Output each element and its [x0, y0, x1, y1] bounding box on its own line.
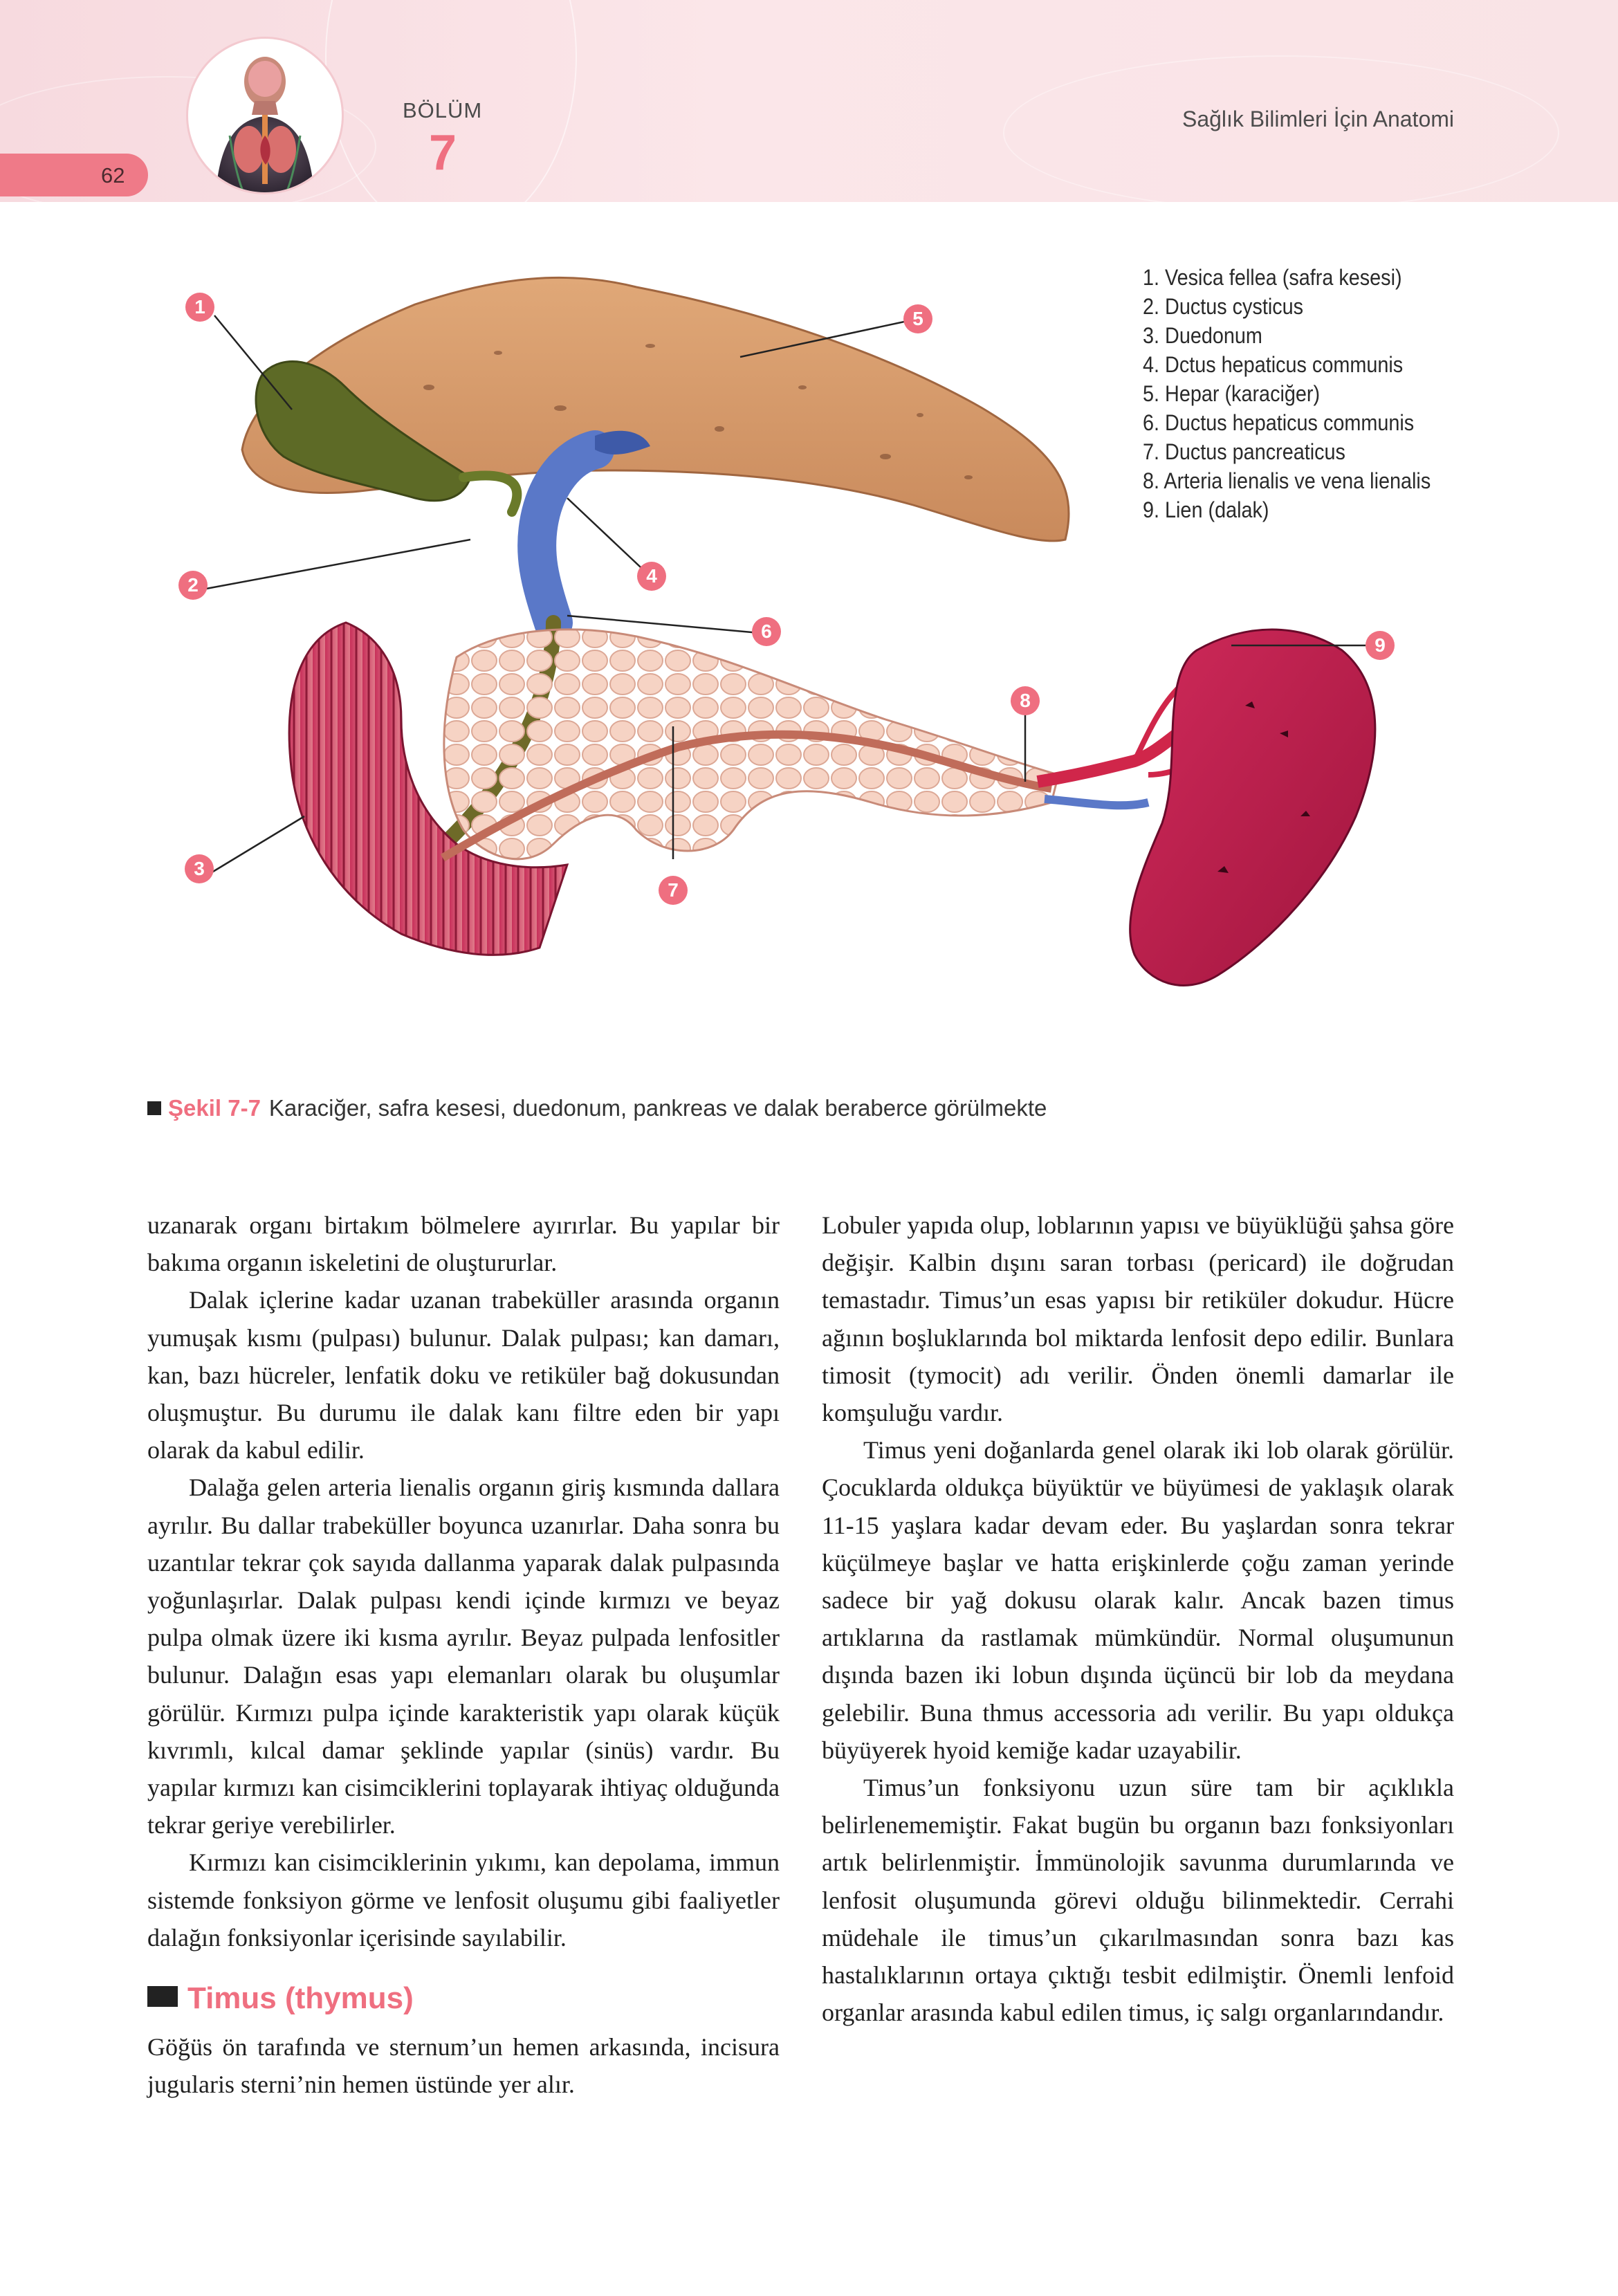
- legend-item: 3. Duedonum: [1143, 323, 1262, 348]
- heading-square-icon: [147, 1986, 178, 2007]
- legend-item: 1. Vesica fellea (safra kesesi): [1143, 265, 1402, 290]
- paragraph: uzanarak organı birtakım bölmelere ayırırlar. Bu yapılar bir bakıma organın iskeletini de oluştururlar.: [147, 1211, 780, 1277]
- page-number-tab: [0, 154, 148, 196]
- right-column: [822, 1206, 1454, 2031]
- legend-item: 2. Ductus cysticus: [1143, 294, 1304, 319]
- legend-item: 7. Ductus pancreaticus: [1143, 439, 1345, 464]
- paragraph: Dalağa gelen arteria lienalis organın giriş kısmında dallara ayrılır. Bu dallar trabeküller boyunca uzanırlar. Daha sonra bu uzantılar tekrar çok sayıda dallanma yaparak dalak pulpasında yoğunlaşırlar. Dalak pulpası kendi içinde kırmızı ve beyaz pulpa olmak üzere iki kısma ayrılır. Beyaz pulpada lenfositler bulunur. Dalağın esas yapı elemanları olarak bu oluşumlar görülür. Kırmızı pulpa içinde karakteristik yapı olarak küçük kıvrımlı, kılcal damar şeklinde yapılar (sinüs) vardır. Bu yapılar kırmızı kan cisimciklerini toplayarak ihtiyaç olduğunda tekrar geriye verebilirler.: [147, 1473, 780, 1839]
- chapter-number: 7: [429, 125, 457, 181]
- left-column: [147, 1206, 780, 2103]
- human-anatomy-icon: [188, 39, 342, 192]
- marker-6: 6: [752, 617, 781, 646]
- book-title: Sağlık Bilimleri İçin Anatomi: [1182, 107, 1454, 131]
- marker-3: 3: [185, 854, 214, 883]
- caption-square-icon: [147, 1101, 161, 1115]
- legend-item: 6. Ductus hepaticus communis: [1143, 410, 1415, 435]
- legend-item: 8. Arteria lienalis ve vena lienalis: [1143, 468, 1431, 493]
- section-heading: [147, 1978, 780, 2019]
- marker-1: 1: [185, 293, 214, 322]
- paragraph: Dalak içlerine kadar uzanan trabeküller arasında organın yumuşak kısmı (pulpası) bulunur. Dalak pulpası; kan damarı, kan, bazı hücreler, lenfatik doku ve retiküler bağ dokusundan oluşmuştur. Bu durumu ile dalak kanı filtre eden bir yapı olarak da kabul edilir.: [147, 1286, 780, 1464]
- marker-4: 4: [637, 562, 666, 591]
- legend-item: 5. Hepar (karaciğer): [1143, 381, 1321, 406]
- caption-text: Karaciğer, safra kesesi, duedonum, pankreas ve dalak beraberce görülmekte: [268, 1095, 1047, 1121]
- legend-item: 9. Lien (dalak): [1143, 497, 1269, 522]
- chapter-label: BÖLÜM: [403, 98, 483, 122]
- paragraph: Göğüs ön tarafında ve sternum’un hemen arkasında, incisura jugularis sterni’nin hemen üstünde yer alır.: [147, 2033, 780, 2099]
- marker-5: 5: [903, 304, 932, 333]
- pancreas: [444, 630, 1058, 859]
- paragraph: Kırmızı kan cisimciklerinin yıkımı, kan depolama, immun sistemde fonksiyon görme ve lenfosit oluşumu gibi faaliyetler dalağın fonksiyonlar içerisinde sayılabilir.: [147, 1848, 780, 1951]
- paragraph: Timus’un fonksiyonu uzun süre tam bir açıklıkla belirlenememiştir. Fakat bugün bu organın bazı fonksiyonları artık belirlenmiştir. İmmünolojik savunma durumlarında ve lenfosit oluşumunda görevi olduğu bilinmektedir. Cerrahi müdehale ile timus’un çıkarılmasından sonra bazı kas hastalıklarının ortaya çıktığı tesbit edilmiştir. Önemli lenfoid organlar arasında kabul edilen timus, iç salgı organlarındandır.: [822, 1774, 1454, 2027]
- marker-9: 9: [1366, 631, 1395, 660]
- page-number: 62: [101, 163, 125, 187]
- figure-caption: [147, 1095, 1047, 1121]
- figure-id: Şekil 7-7: [168, 1095, 261, 1121]
- common-hepatic-duct: [537, 450, 595, 623]
- figure-legend: [1143, 263, 1431, 524]
- legend-item: 4. Dctus hepaticus communis: [1143, 352, 1404, 377]
- spleen: [1130, 630, 1375, 985]
- paragraph: Timus yeni doğanlarda genel olarak iki lob olarak görülür. Çocuklarda oldukça büyüktür ve büyümesi de yaklaşık olarak 11-15 yaşlara kadar devam eder. Bu yaşlardan sonra tekrar küçülmeye başlar ve hatta erişkinlerde çoğu zaman yerinde sadece bir yağ dokusu olarak kalır. Ancak bazen timus artıklarına da rastlamak mümkündür. Normal oluşumunun dışında bazen iki lobun dışında üçüncü bir lob da meydana gelebilir. Buna thmus accessoria adı verilir. Bu yapı oldukça büyüyerek hyoid kemiğe kadar uzayabilir.: [822, 1436, 1454, 1764]
- marker-2: 2: [178, 571, 208, 600]
- paragraph: Lobuler yapıda olup, loblarının yapısı ve büyüklüğü şahsa göre değişir. Kalbin dışını saran torbası (pericard) ile doğrudan temastadır. Timus’un esas yapısı bir retiküler dokudur. Hücre ağının boşluklarında bol miktarda lenfosit depo edilir. Bunlara timosit (tymocit) adı verilir. Önden önemli damarlar ile komşuluğu vardır.: [822, 1211, 1454, 1427]
- marker-7: 7: [659, 876, 688, 905]
- section-title: Timus (thymus): [187, 1981, 414, 2016]
- marker-8: 8: [1011, 686, 1040, 715]
